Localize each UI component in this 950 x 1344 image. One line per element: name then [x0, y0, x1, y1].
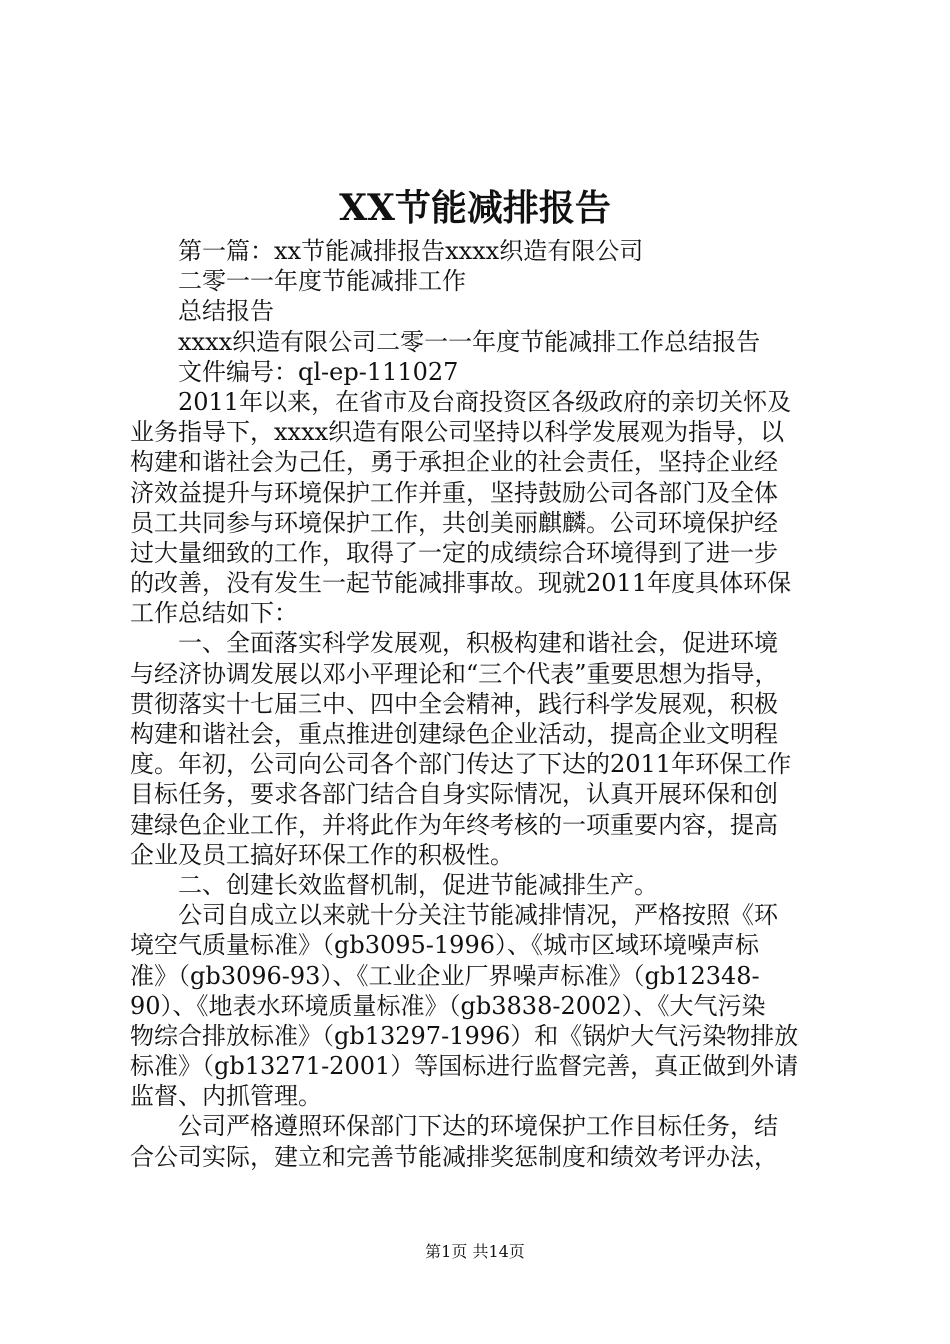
- text-line: 度。年初，公司向公司各个部门传达了下达的2011年环保工作: [130, 750, 792, 779]
- text-line: 准》（gb3096-93）、《工业企业厂界噪声标准》（gb12348-: [130, 961, 760, 990]
- text-line: 标准》（gb13271-2001）等国标进行监督完善，真正做到外请: [130, 1052, 799, 1081]
- text-line: 物综合排放标准》（gb13297-1996）和《锅炉大气污染物排放: [130, 1021, 799, 1050]
- text-line: 文件编号：ql-ep-111027: [178, 357, 459, 386]
- text-line: 构建和谐社会为己任，勇于承担企业的社会责任，坚持企业经: [130, 448, 778, 477]
- text-line: 合公司实际，建立和完善节能减排奖惩制度和绩效考评办法，: [130, 1142, 778, 1171]
- text-line: 构建和谐社会，重点推进创建绿色企业活动，提高企业文明程: [130, 720, 778, 748]
- text-line: 二零一一年度节能减排工作: [178, 267, 466, 296]
- text-line: 境空气质量标准》（gb3095-1996）、《城市区域环境噪声标: [130, 931, 759, 960]
- document-body: [130, 236, 830, 1172]
- text-line: 与经济协调发展以邓小平理论和“三个代表”重要思想为指导，: [130, 659, 779, 688]
- document-title: XX节能减排报告: [339, 187, 611, 229]
- page-footer: 第1页 共14页: [425, 1242, 525, 1261]
- text-line: 业务指导下，xxxx织造有限公司坚持以科学发展观为指导，以: [130, 418, 785, 447]
- text-line: 总结报告: [178, 297, 274, 326]
- text-line: 监督、内抓管理。: [130, 1082, 322, 1111]
- text-line: 建绿色企业工作，并将此作为年终考核的一项重要内容，提高: [130, 810, 778, 839]
- text-line: 2011年以来，在省市及台商投资区各级政府的亲切关怀及: [178, 387, 792, 416]
- text-line: 公司严格遵照环保部门下达的环境保护工作目标任务，结: [178, 1112, 778, 1141]
- text-line: 第一篇：xx节能减排报告xxxx织造有限公司: [178, 237, 644, 265]
- text-line: 一、全面落实科学发展观，积极构建和谐社会，促进环境: [178, 629, 778, 658]
- text-line: 济效益提升与环境保护工作并重，坚持鼓励公司各部门及全体: [130, 478, 778, 507]
- text-line: 的改善，没有发生一起节能减排事故。现就2011年度具体环保: [130, 569, 792, 598]
- text-line: 贯彻落实十七届三中、四中全会精神，践行科学发展观，积极: [130, 689, 778, 718]
- text-line: 90）、《地表水环境质量标准》（gb3838-2002）、《大气污染: [130, 991, 766, 1020]
- text-line: 二、创建长效监督机制，促进节能减排生产。: [178, 870, 658, 899]
- text-line: 员工共同参与环境保护工作，共创美丽麒麟。公司环境保护经: [130, 508, 778, 537]
- text-line: 企业及员工搞好环保工作的积极性。: [130, 840, 514, 869]
- text-line: 工作总结如下：: [130, 599, 298, 628]
- text-line: 过大量细致的工作，取得了一定的成绩综合环境得到了进一步: [130, 538, 778, 567]
- text-line: 公司自成立以来就十分关注节能减排情况，严格按照《环: [178, 901, 778, 930]
- text-line: xxxx织造有限公司二零一一年度节能减排工作总结报告: [178, 327, 761, 356]
- text-line: 目标任务，要求各部门结合自身实际情况，认真开展环保和创: [130, 780, 778, 809]
